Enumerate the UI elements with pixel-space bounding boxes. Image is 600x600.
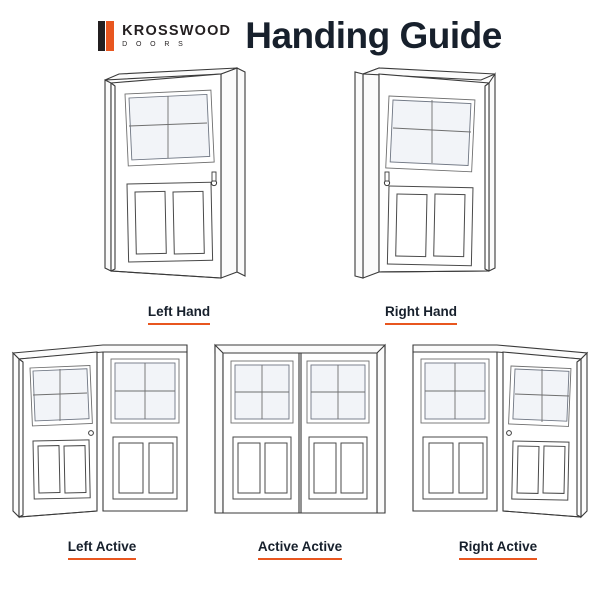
left-active-drawing (7, 333, 197, 533)
figure-left-active (7, 333, 197, 560)
left-hand-drawing (89, 66, 269, 298)
active-active-illustration (205, 333, 395, 533)
brand-logo (98, 21, 231, 51)
page-title: Handing Guide (245, 15, 502, 56)
brand-subtitle: D O O R S (122, 41, 187, 49)
figure-right-active (403, 333, 593, 560)
caption-right-active: Right Active (459, 539, 537, 560)
caption-active-active: Active Active (258, 539, 342, 560)
caption-right-hand: Right Hand (385, 304, 457, 325)
right-active-drawing (403, 333, 593, 533)
double-door-row (0, 333, 600, 560)
page-header (0, 0, 600, 58)
right-hand-illustration (331, 66, 511, 298)
caption-left-active: Left Active (68, 539, 137, 560)
active-active-drawing (205, 333, 395, 533)
left-hand-illustration (89, 66, 269, 298)
brand-name: KROSSWOOD (122, 22, 232, 39)
figure-left-hand (89, 66, 269, 325)
figure-right-hand (331, 66, 511, 325)
caption-left-hand: Left Hand (148, 304, 210, 325)
right-hand-drawing (331, 66, 511, 298)
single-door-row (0, 66, 600, 325)
krosswood-logo-icon (98, 21, 115, 51)
left-active-illustration (7, 333, 197, 533)
right-active-illustration (403, 333, 593, 533)
figure-active-active (205, 333, 395, 560)
